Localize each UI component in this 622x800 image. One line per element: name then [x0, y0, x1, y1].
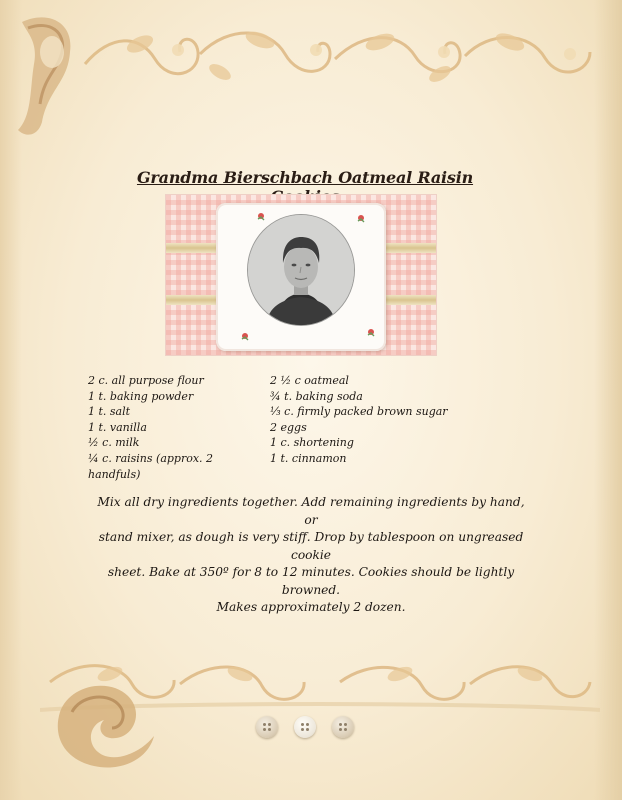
rose-icon — [356, 213, 366, 223]
ingredient-item: 1 t. baking powder — [88, 389, 194, 403]
rose-icon — [366, 327, 376, 337]
rose-icon — [240, 331, 250, 341]
directions-line: Makes approximately 2 dozen. — [216, 600, 406, 614]
scroll-curl-top-icon — [8, 12, 78, 142]
portrait-photo-panel — [166, 195, 436, 355]
ingredient-item: 2 ½ c oatmeal — [270, 374, 349, 387]
recipe-title: Grandma Bierschbach Oatmeal Raisin — [136, 168, 474, 187]
rose-icon — [256, 211, 266, 221]
ingredient-item: 2 eggs — [270, 420, 307, 434]
directions-line: stand mixer, as dough is very stiff. Drop by tablespoon on ungreased cookie — [98, 530, 524, 562]
ingredient-item: ⅓ c. firmly packed brown sugar — [270, 405, 448, 419]
ingredient-item: ¼ c. raisins (approx. 2 handfuls) — [88, 451, 214, 481]
ingredient-item: 1 t. cinnamon — [270, 451, 347, 465]
directions-line: Mix all dry ingredients together. Add remaining ingredients by hand, or — [97, 495, 525, 527]
ingredient-item: 1 t. vanilla — [88, 420, 147, 434]
decorative-buttons — [256, 716, 366, 742]
ingredients-right-column — [270, 373, 460, 467]
button-icon — [256, 716, 278, 738]
ingredient-item: 1 c. shortening — [270, 436, 354, 450]
ingredients-left-column — [88, 373, 268, 482]
top-flourish-icon — [80, 14, 600, 94]
directions-line: sheet. Bake at 350º for 8 to 12 minutes. Cookies should be lightly browned. — [107, 565, 515, 597]
button-icon — [332, 716, 354, 738]
photo-mat — [216, 203, 386, 351]
ingredient-item: 2 c. all purpose flour — [88, 374, 204, 387]
grandma-portrait — [248, 215, 354, 325]
ingredient-item: 1 t. salt — [88, 405, 131, 419]
ingredient-item: ¾ t. baking soda — [270, 389, 363, 403]
ingredient-item: ½ c. milk — [88, 436, 140, 450]
scroll-curl-bottom-icon — [50, 672, 160, 772]
button-icon — [294, 716, 316, 738]
recipe-directions — [96, 494, 526, 617]
